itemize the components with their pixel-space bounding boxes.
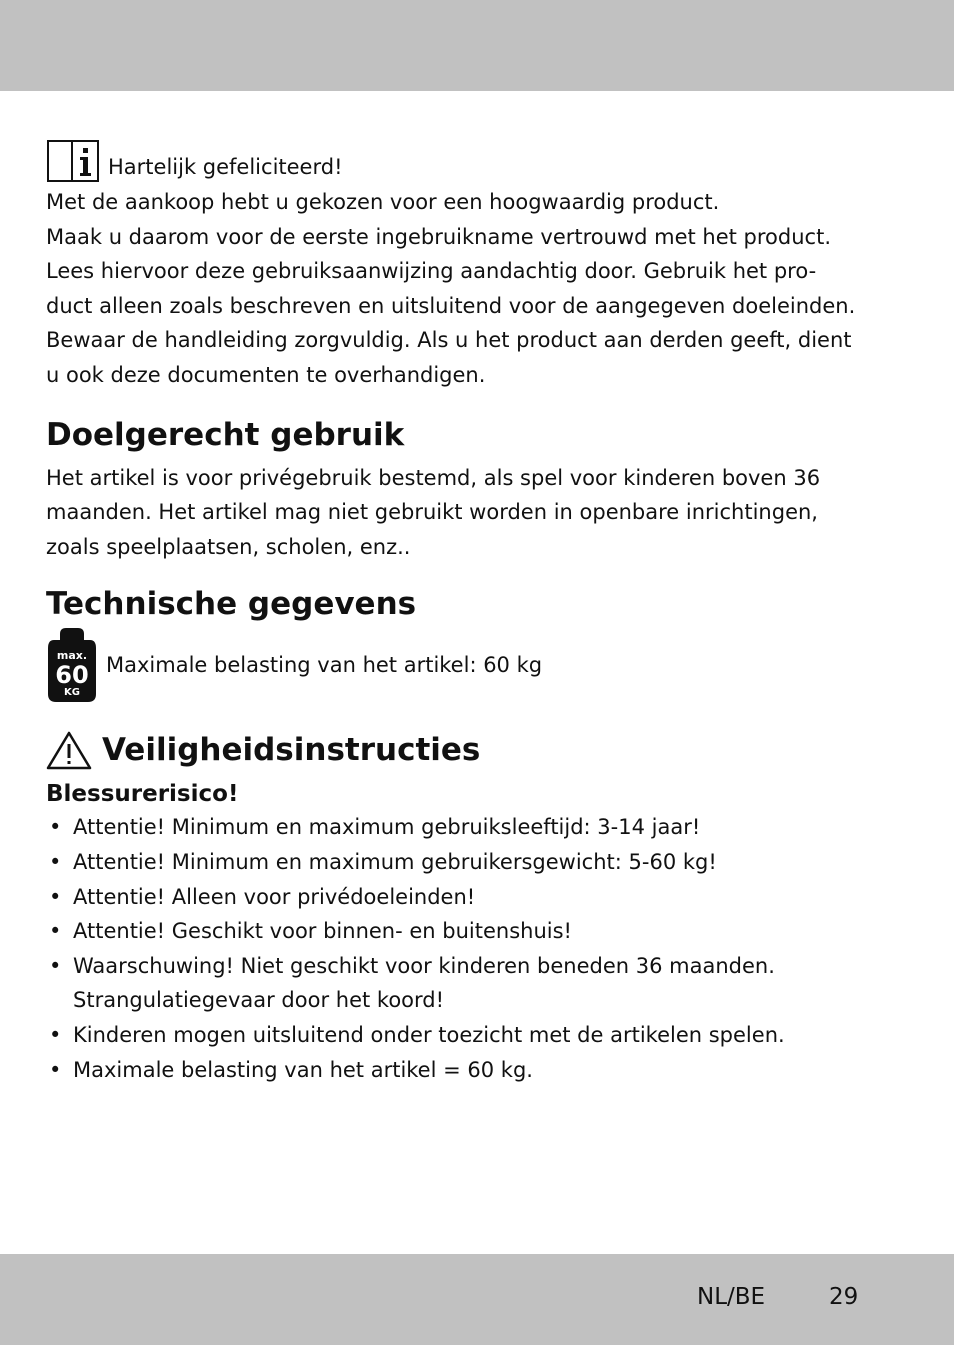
safety-bullet — [46, 845, 916, 880]
veiligheid-title: Veiligheidsinstructies — [102, 732, 481, 769]
intro-line: duct alleen zoals beschreven en uitsluitend voor de aangegeven doeleinden. — [46, 293, 856, 318]
safety-bullet — [46, 1053, 916, 1088]
footer-page-number: 29 — [829, 1284, 859, 1310]
bullet-text: Kinderen mogen uitsluitend onder toezicht met de artikelen spelen. — [73, 1022, 785, 1047]
veiligheid-subtitle: Blessurerisico! — [46, 781, 239, 808]
safety-bullet — [46, 1018, 916, 1053]
intro-line: Maak u daarom voor de eerste ingebruikname vertrouwd met het product. — [46, 224, 831, 249]
doelgerecht-paragraph — [46, 461, 916, 565]
intro-line: Lees hiervoor deze gebruiksaanwijzing aandachtig door. Gebruik het pro- — [46, 259, 817, 284]
intro-line: Bewaar de handleiding zorgvuldig. Als u het product aan derden geeft, dient — [46, 328, 852, 353]
section-title-veiligheid — [46, 730, 916, 770]
safety-bullet — [46, 949, 916, 1018]
spec-row — [46, 626, 916, 704]
doelgerecht-line: Het artikel is voor privégebruik bestemd, als spel voor kinderen boven 36 — [46, 465, 821, 490]
intro-greeting: Hartelijk gefeliciteerd! — [108, 155, 343, 180]
max-weight-icon — [46, 626, 98, 704]
info-book-icon — [46, 137, 100, 185]
bullet-text: Attentie! Minimum en maximum gebruikersgewicht: 5-60 kg! — [73, 849, 717, 874]
bullet-text: Maximale belasting van het artikel = 60 kg. — [73, 1057, 533, 1082]
safety-bullet — [46, 810, 916, 845]
section-title-technisch: Technische gegevens — [46, 586, 417, 623]
warning-triangle-icon — [46, 730, 92, 770]
bullet-text: Attentie! Minimum en maximum gebruiksleeftijd: 3-14 jaar! — [73, 815, 701, 840]
doelgerecht-line: zoals speelplaatsen, scholen, enz.. — [46, 534, 411, 559]
weight-icon-value-text: 60 — [55, 661, 89, 690]
bullet-text: Attentie! Geschikt voor binnen- en buitenshuis! — [73, 919, 572, 944]
doelgerecht-line: maanden. Het artikel mag niet gebruikt worden in openbare inrichtingen, — [46, 500, 818, 525]
bullet-text: Waarschuwing! Niet geschikt voor kinderen beneden 36 maanden. — [73, 953, 775, 978]
weight-icon-top-text: max. — [56, 649, 88, 663]
page-content — [46, 133, 916, 1087]
weight-icon-unit-text: KG — [64, 687, 80, 699]
intro-greeting-row — [46, 133, 916, 185]
footer-language: NL/BE — [697, 1284, 766, 1310]
header-band — [0, 0, 954, 91]
safety-list — [46, 810, 916, 1087]
safety-bullet — [46, 914, 916, 949]
intro-paragraph — [46, 185, 916, 393]
spec-text: Maximale belasting van het artikel: 60 kg — [106, 653, 543, 678]
bullet-text: Strangulatiegevaar door het koord! — [73, 988, 445, 1013]
intro-line: Met de aankoop hebt u gekozen voor een hoogwaardig product. — [46, 190, 720, 214]
footer-band — [0, 1254, 954, 1345]
section-title-doelgerecht: Doelgerecht gebruik — [46, 416, 405, 453]
intro-line: u ook deze documenten te overhandigen. — [46, 362, 486, 387]
bullet-text: Attentie! Alleen voor privédoeleinden! — [73, 884, 476, 909]
safety-bullet — [46, 880, 916, 915]
